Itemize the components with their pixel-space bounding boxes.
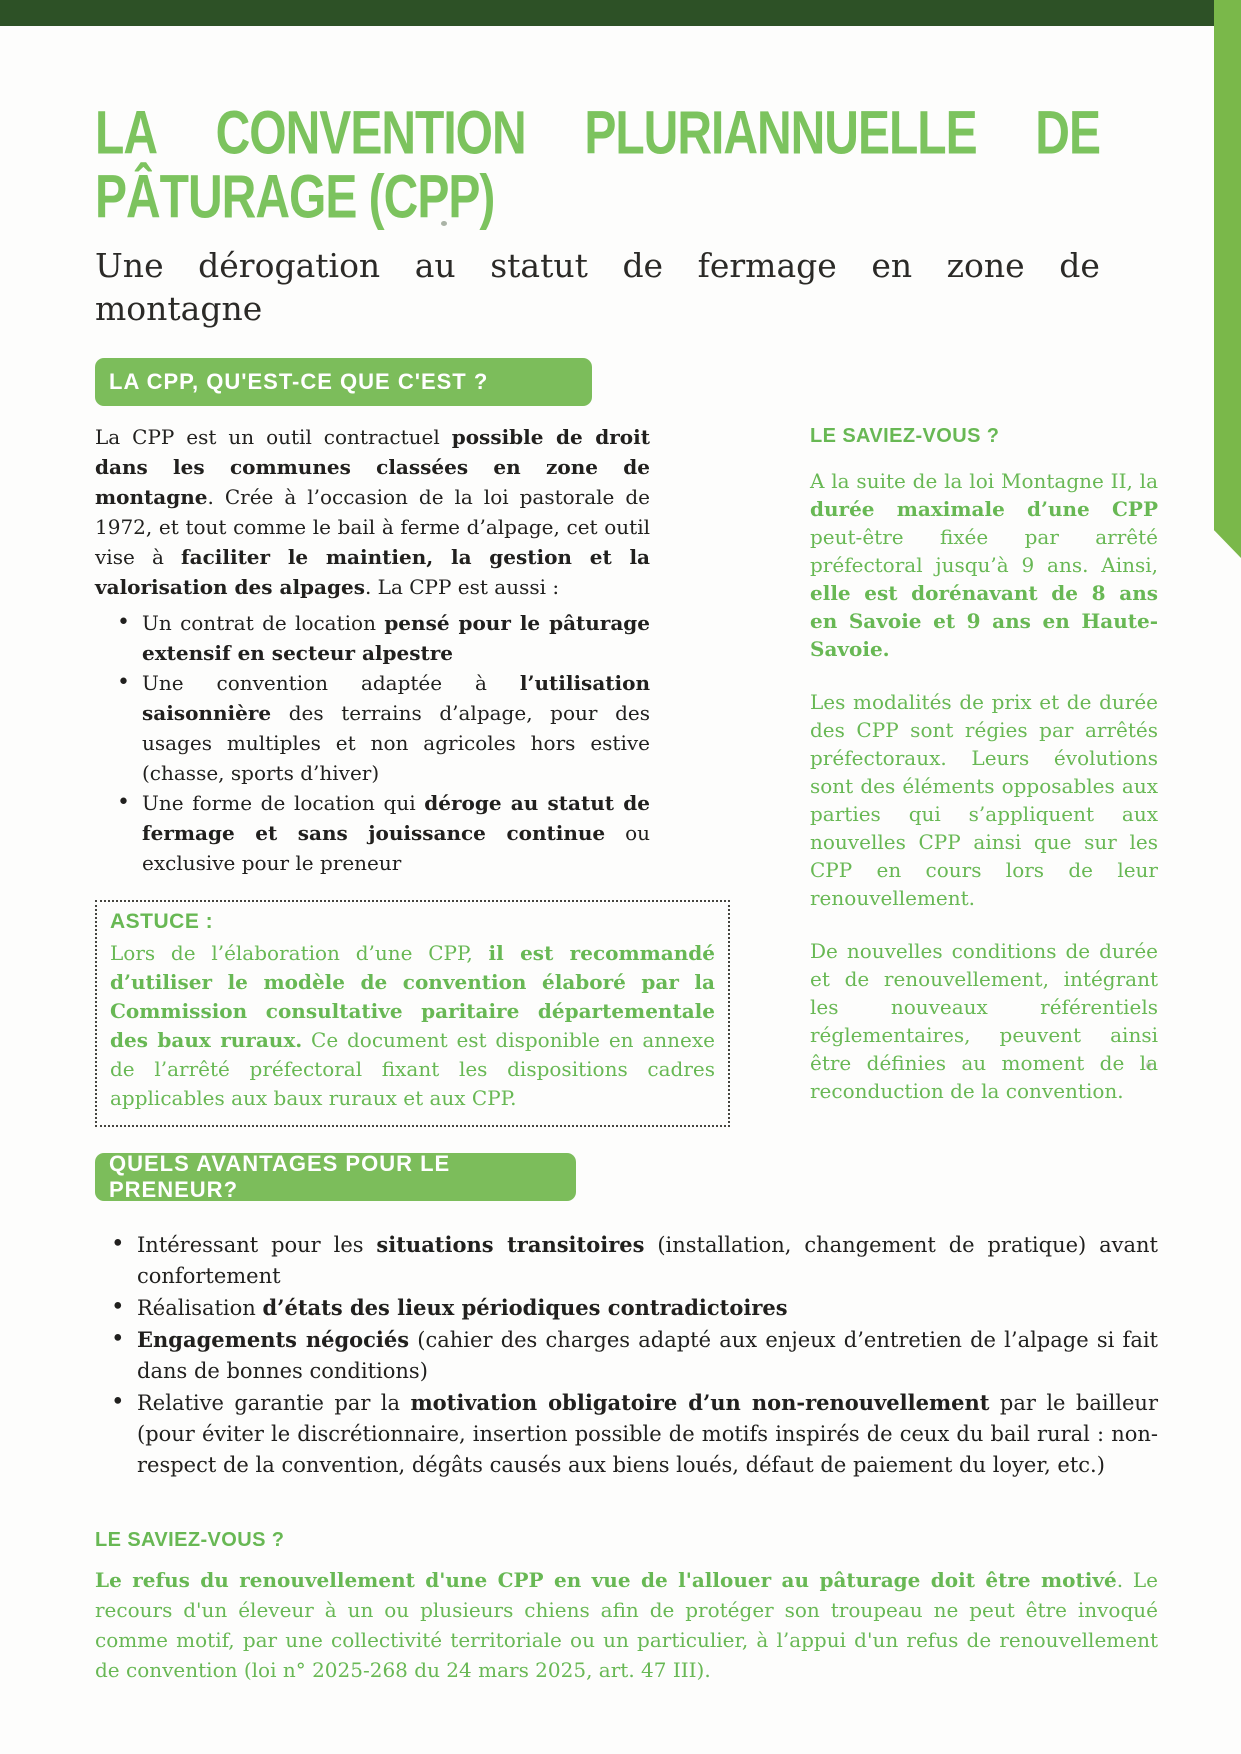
intro-paragraph: La CPP est un outil contractuel possible de droit dans les communes classées en zone de montagne. Crée à l’occasion de la loi pastorale de 1972, et tout comme le bail à ferme d’alpage, cet outil vise à faciliter le maintien, la gestion et la valorisation des alpages. La CPP est aussi : [95,425,651,599]
page-content [95,0,1158,1685]
page-title [95,100,1158,232]
advantages-list [95,1229,1158,1481]
astuce-body: Lors de l’élaboration d’une CPP, il est recommandé d’utiliser le modèle de convention élaboré par la Commission consultative paritaire départementale des baux ruraux. Ce document est disponible en annexe de l’arrêté préfectoral fixant les dispositions cadres applicables aux baux ruraux et aux CPP. [110,941,715,1110]
list-item: • Intéressant pour les situations transitoires (installation, changement de pratique) avant confortement [95,1229,1158,1292]
scan-right-edge-band [1214,0,1241,558]
did-you-know-sidebar [810,422,1158,1127]
sidebar-paragraph: De nouvelles conditions de durée et de renouvellement, intégrant les nouveaux référentiels réglementaires, peuvent ainsi être définies au moment de la reconduction de la convention. [810,939,1158,1103]
section-badge-what-is-cpp: LA CPP, QU'EST-CE QUE C'EST ? [95,358,592,406]
page-title-line1: LA CONVENTION PLURIANNUELLE DE [95,100,1100,168]
sidebar-paragraph: A la suite de la loi Montagne II, la durée maximale d’une CPP peut-être fixée par arrêté préfectoral jusqu’à 9 ans. Ainsi, elle est dorénavant de 8 ans en Savoie et 9 ans en Haute-Savoie. [810,469,1158,661]
list-item: • Relative garantie par la motivation obligatoire d’un non-renouvellement par le bailleur (pour éviter le discrétionnaire, insertion possible de motifs inspirés de ceux du bail rural : non-respect de la convention, dégâts causés aux biens loués, défaut de paiement du loyer, etc.) [95,1387,1158,1481]
astuce-box [95,900,730,1127]
sidebar-heading: LE SAVIEZ-VOUS ? [810,425,1000,447]
did-you-know-body: Le refus du renouvellement d'une CPP en vue de l'allouer au pâturage doit être motivé. Le recours d'un éleveur à un ou plusieurs chiens afin de protéger son troupeau ne peut être invoqué comme motif, par une collectivité territoriale ou un particulier, à l’appui d'un refus de renouvellement de convention (loi n° 2025-268 du 24 mars 2025, art. 47 III). [95,1568,1158,1682]
sidebar-paragraph: Les modalités de prix et de durée des CPP sont régies par arrêtés préfectoraux. Leurs évolutions sont des éléments opposables aux parties qui s’appliquent aux nouvelles CPP ainsi que sur les CPP en cours lors de leur renouvellement. [810,690,1158,910]
page-subtitle-line1: Une dérogation au statut de fermage en zone de [95,246,1100,285]
page-subtitle [95,244,1100,330]
cpp-features-list [95,608,650,878]
page-subtitle-line2: montagne [95,289,263,328]
list-item: • Un contrat de location pensé pour le pâturage extensif en secteur alpestre [95,608,650,668]
two-column-layout [95,422,1158,1127]
section-badge-advantages: QUELS AVANTAGES POUR LE PRENEUR? [95,1153,576,1201]
list-item: • Réalisation d’états des lieux périodiques contradictoires [95,1292,1158,1324]
page-title-line2: PÂTURAGE (CPP) [95,164,495,232]
main-column [95,422,730,1127]
list-item: • Une forme de location qui déroge au statut de fermage et sans jouissance continue ou exclusive pour le preneur [95,788,650,878]
astuce-label: ASTUCE : [110,910,214,933]
did-you-know-heading: LE SAVIEZ-VOUS ? [95,1529,285,1551]
list-item: • Engagements négociés (cahier des charges adapté aux enjeux d’entretien de l’alpage si fait dans de bonnes conditions) [95,1324,1158,1387]
list-item: • Une convention adaptée à l’utilisation saisonnière des terrains d’alpage, pour des usages multiples et non agricoles hors estive (chasse, sports d’hiver) [95,668,650,788]
